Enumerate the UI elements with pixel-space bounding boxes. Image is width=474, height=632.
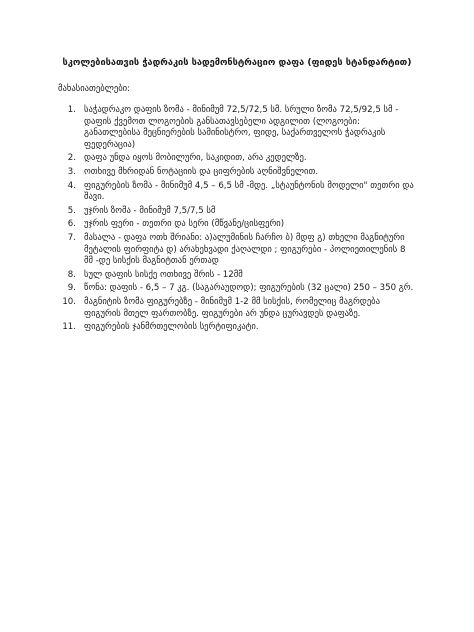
item-number: 8. — [67, 269, 76, 280]
item-number: 3. — [67, 166, 76, 177]
list-item — [58, 206, 416, 218]
document-subtitle: მახასიათებლები: — [58, 84, 131, 94]
list-item — [58, 297, 416, 320]
item-number: 4. — [67, 180, 76, 191]
document-title: სკოლებისათვის ჭადრაკის სადემონსტრაციო დაფა (ფიდეს სტანდარტით) — [62, 57, 412, 68]
item-text: მასალა - დაფა ოთხ შრიანი: ა)ალუმინის ჩარჩო ბ) მდფ გ) თხელი მაგნიტური მეტალის ფირფიტა დ) არახეხვადი ქაღალდი ; ფიგურები - პოლიეთილენის 8 მმ -დე სისქის მაგნიტთან ერთად — [84, 232, 406, 267]
item-text: მაგნიტის ზომა ფიგურებზე - მინიმუმ 1-2 მმ სისქის, რომელიც მაგრდება ფიგურის მთელ ფართობზე. ფიგურები არ უნდა ცურავდეს დაფაზე. — [84, 296, 380, 319]
item-number: 9. — [67, 283, 76, 294]
item-number: 2. — [67, 153, 76, 164]
item-text: სულ დაფის სისქე ოთხივე შრის - 12მმ — [84, 269, 243, 280]
list-item — [58, 167, 416, 179]
item-number: 11. — [62, 322, 76, 333]
list-item — [58, 283, 416, 295]
list-item — [58, 219, 416, 231]
item-number: 10. — [62, 296, 76, 307]
item-text: ფიგურების ჯანმრთელობის სერტიფიკატი. — [84, 322, 259, 333]
list-item — [58, 233, 416, 268]
item-text: წონა: დაფის - 6,5 – 7 კგ. (საგარაუდოდ); ფიგურების (32 ცალი) 250 – 350 გრ. — [84, 283, 414, 294]
specification-list — [58, 105, 416, 334]
item-text: უჯრის ფერი - თეთრი და სერი (მწვანე/ცისფერი) — [84, 219, 285, 230]
item-text: უჯრის ზომა - მინიმუმ 7,5/7,5 სმ — [84, 205, 216, 216]
item-text: ოთხივე მხრიდან ნოტაციის და ციფრების აღნიშვნელით. — [84, 166, 319, 177]
list-item — [58, 181, 416, 204]
item-text: საჭადრაკო დაფის ზომა - მინიმუმ 72,5/72,5 სმ. სრული ზომა 72,5/92,5 სმ - დაფის ქვემოთ ლოგოების განსათავსებელი ადგილით (ლოგოები: განათლებისა მეცნიერების სამინისტრო, ფიდე, საქართველოს ჭადრაკის ფედერაცია) — [84, 105, 399, 150]
item-number: 7. — [67, 232, 76, 243]
item-number: 6. — [67, 219, 76, 230]
item-text: ფიგურების ზომა - მინიმუმ 4,5 – 6,5 სმ -მდე. „სტაუნტონის მოდელი" თეთრი და შავი. — [84, 180, 414, 203]
item-text: დაფა უნდა იყოს მობილური, საკიდით, არა კედელზე. — [84, 153, 307, 164]
item-number: 1. — [67, 105, 76, 115]
list-item — [58, 322, 416, 334]
list-item — [58, 153, 416, 165]
list-item — [58, 105, 416, 151]
list-item — [58, 270, 416, 282]
item-number: 5. — [67, 205, 76, 216]
